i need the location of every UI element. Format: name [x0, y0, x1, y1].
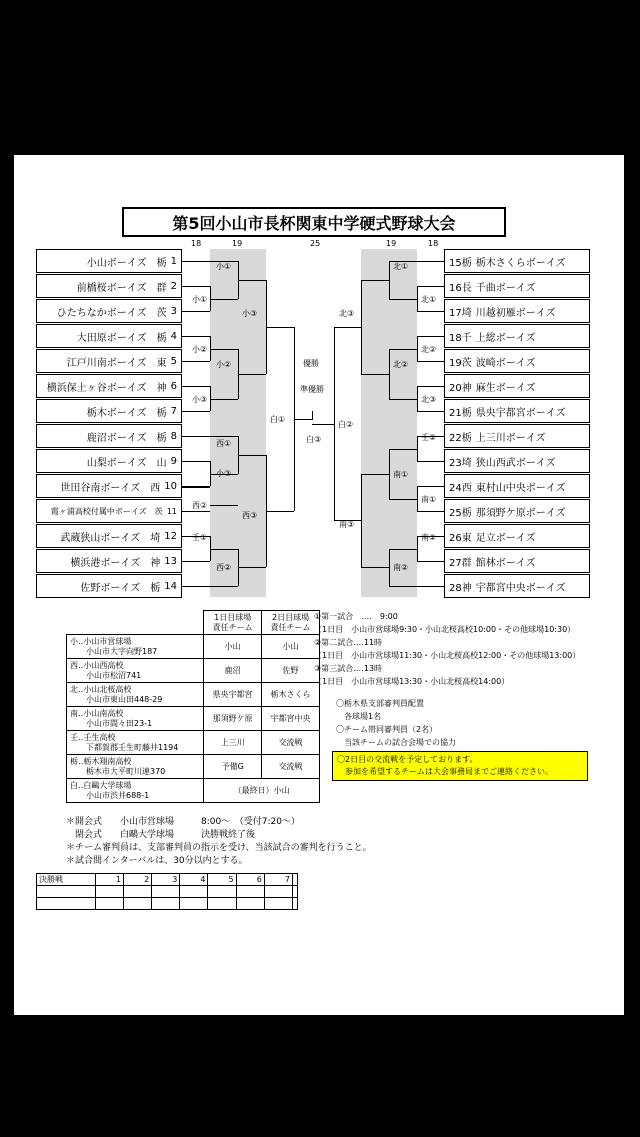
match-label: 北①: [421, 294, 437, 304]
score-cell: [124, 886, 152, 898]
team-number: 24西: [449, 482, 472, 494]
venue-address: 小山市渋井688-1: [86, 790, 150, 800]
responsible-team: 宇都宮中央: [262, 707, 320, 731]
team-entry: [36, 274, 182, 298]
score-cell: [95, 898, 123, 910]
match-label: 小②: [192, 344, 208, 354]
team-name: ひたちなかボーイズ 茨: [56, 307, 167, 319]
team-entry: [444, 549, 590, 573]
match-label: 南②: [421, 532, 437, 542]
bracket-line: [210, 505, 238, 506]
bracket-line: [361, 280, 389, 281]
team-name: 霞ヶ浦高校付属中ボーイズ 茨: [50, 506, 163, 516]
score-cell: [37, 886, 96, 898]
day2-shade-left: [210, 249, 266, 597]
responsible-team: 栃木さくら: [262, 683, 320, 707]
match-label: 小③: [216, 468, 232, 478]
match-label: 北③: [421, 394, 437, 404]
team-number: 27群: [449, 557, 472, 569]
team-number: 26東: [449, 532, 472, 544]
bracket-line: [417, 336, 444, 337]
responsible-team: 那須野ケ原: [204, 707, 262, 731]
bracket-line: [210, 349, 238, 350]
responsible-team: 鹿沼: [204, 659, 262, 683]
day2-shade-right: [361, 249, 417, 597]
bracket-line: [334, 327, 335, 521]
score-cell: [95, 886, 123, 898]
day-label: 18: [191, 239, 202, 248]
bracket-line: [312, 411, 313, 420]
day-label: 19: [232, 239, 243, 248]
general-notes: ＊開会式 小山市営球場 8:00～ （受付7:20～） 閉会式 白鷗大学球場 決勝戦終了後 ＊チーム審判員は、支部審判員の指示を受け、当該試合の審判を行うこと。 ＊試合間インターバルは、30分以内とする。: [66, 817, 372, 866]
match-label: 南①: [393, 469, 409, 479]
team-number: 6: [170, 380, 177, 392]
finals-label: 決勝戦: [37, 874, 96, 886]
bracket-line: [417, 436, 418, 461]
team-number: 22栃: [449, 432, 472, 444]
schedule-notes: ①第一試合 ‥‥ 9:00 （1日目 小山市営球場9:30・小山北桜高校10:00・その他球場10:30） ②第二試合‥‥11時 （1日目 小山市営球場11:30・小山北桜高校12:00・その他球場13:00） ③第三試合‥‥13時 （1日目 小山市営球場13:30・小山北桜高校14:00）: [314, 612, 581, 686]
bracket-line: [417, 386, 444, 387]
match-label: 優勝: [303, 358, 319, 368]
team-number: 10: [164, 480, 177, 492]
responsible-team: 小山: [262, 635, 320, 659]
venue-name: 栃‥栃木翔南高校: [70, 756, 132, 766]
bracket-line: [312, 424, 334, 425]
team-entry: [444, 574, 590, 598]
venue-address: 下都賀郡壬生町藤井1194: [86, 742, 179, 752]
score-cell: [264, 886, 292, 898]
inning-header: 7: [264, 874, 292, 886]
bracket-line: [389, 449, 417, 450]
team-entry: [36, 424, 182, 448]
day2-header: 2日目球場 責任チーム: [262, 611, 320, 635]
bracket-line: [266, 511, 294, 512]
team-number: 8: [170, 430, 177, 442]
referee-notes: 〇栃木県支部審判員配置 各球場1名 〇チーム帯同審判員（2名） 当該チームの試合会場での協力: [336, 699, 456, 747]
match-label: 小②: [216, 359, 232, 369]
team-number: 28神: [449, 582, 472, 594]
venue-address: 栃木市大平町川連370: [86, 766, 166, 776]
match-label: 西②: [192, 501, 208, 510]
responsible-team: 交流戦: [262, 731, 320, 755]
venue-row: [67, 779, 320, 803]
inning-header: 3: [152, 874, 180, 886]
team-entry: [444, 374, 590, 398]
team-number: 2: [170, 280, 177, 292]
match-label: 西②: [216, 563, 232, 573]
team-name: 横浜保土ヶ谷ボーイズ 神: [46, 382, 167, 394]
bracket-line: [182, 586, 238, 587]
team-number: 20神: [449, 382, 472, 394]
score-cell: [293, 898, 298, 910]
team-name: 川越初雁ボーイズ: [475, 307, 556, 319]
team-number: 3: [170, 305, 177, 317]
bracket-line: [417, 561, 444, 562]
team-entry: [36, 249, 182, 273]
score-cell: [293, 886, 298, 898]
bracket-line: [182, 386, 210, 387]
team-name: 那須野ケ原ボーイズ: [475, 507, 566, 519]
team-name: 山梨ボーイズ 山: [86, 457, 167, 469]
team-entry: [444, 524, 590, 548]
bracket-line: [210, 399, 238, 400]
bracket-line: [417, 536, 418, 561]
team-entry: [444, 299, 590, 323]
bracket-line: [389, 299, 417, 300]
bracket-line: [182, 286, 210, 287]
match-label: 南③: [339, 520, 355, 530]
team-entry: [36, 349, 182, 373]
venue-name: 北‥小山北桜高校: [70, 684, 132, 694]
match-label: 北②: [421, 344, 437, 354]
match-label: 北③: [339, 308, 355, 318]
day-label: 19: [386, 239, 397, 248]
bracket-line: [389, 549, 390, 587]
team-entry: [36, 499, 182, 523]
team-entry: [36, 399, 182, 423]
bracket-line: [417, 386, 418, 411]
match-label: 西①: [216, 438, 232, 448]
bracket-line: [389, 586, 444, 587]
bracket-line: [182, 511, 210, 512]
bracket-line: [182, 311, 210, 312]
inning-header: 1: [95, 874, 123, 886]
score-cell: [37, 898, 96, 910]
score-cell: [152, 886, 180, 898]
bracket-line: [417, 486, 444, 487]
bracket-line: [238, 455, 266, 456]
match-label: 小①: [192, 294, 208, 304]
bracket-line: [182, 461, 210, 462]
team-name: 館林ボーイズ: [475, 557, 536, 569]
team-number: 15栃: [449, 257, 472, 269]
bracket-line: [389, 261, 390, 299]
score-cell: [236, 886, 264, 898]
responsible-team: （最終日）小山: [204, 779, 320, 803]
match-label: 準優勝: [300, 384, 324, 394]
team-entry: [444, 249, 590, 273]
team-number: 23埼: [449, 457, 472, 469]
team-number: 21栃: [449, 407, 472, 419]
team-entry: [36, 324, 182, 348]
bracket-line: [417, 286, 444, 287]
score-cell: [208, 886, 236, 898]
team-number: 18千: [449, 332, 472, 344]
team-name: 宇都宮中央ボーイズ: [475, 582, 566, 594]
score-cell: [124, 898, 152, 910]
bracket-line: [238, 567, 266, 568]
score-cell: [152, 898, 180, 910]
team-name: 栃木ボーイズ 栃: [86, 407, 167, 419]
team-name: 上三川ボーイズ: [475, 432, 546, 444]
team-name: 東村山中央ボーイズ: [475, 482, 566, 494]
bracket-line: [417, 411, 444, 412]
responsible-team: 県央宇都宮: [204, 683, 262, 707]
bracket-line: [182, 561, 210, 562]
team-number: 9: [170, 455, 177, 467]
team-entry: [36, 549, 182, 573]
exchange-match-note: 〇2日目の交流戦を予定しております。 参加を希望するチームは大会事務局までご連絡ください。: [332, 751, 588, 781]
day-label: 25: [310, 239, 321, 248]
match-label: 北①: [393, 261, 409, 271]
team-name: 足立ボーイズ: [475, 532, 536, 544]
venue-row: [67, 659, 320, 683]
team-number: 14: [164, 580, 177, 592]
bracket-sheet: [14, 155, 624, 1015]
team-number: 7: [170, 405, 177, 417]
team-name: 武蔵狭山ボーイズ 埼: [60, 532, 161, 544]
bracket-line: [417, 336, 418, 361]
day-label: 18: [428, 239, 439, 248]
bracket-line: [389, 349, 390, 399]
bracket-line: [334, 327, 361, 328]
day1-header: 1日目球場 責任チーム: [204, 611, 262, 635]
bracket-line: [361, 280, 362, 374]
venue-row: [67, 683, 320, 707]
venue-row: [67, 635, 320, 659]
score-cell: [180, 886, 208, 898]
responsible-team: 佐野: [262, 659, 320, 683]
team-name: 栃木さくらボーイズ: [475, 257, 566, 269]
match-label: 南①: [421, 494, 437, 504]
team-entry: [36, 299, 182, 323]
match-label: 壬①: [192, 532, 208, 542]
responsible-team: 予備G: [204, 755, 262, 779]
bracket-line: [417, 461, 444, 462]
team-number: 12: [164, 530, 177, 542]
venue-row: [67, 731, 320, 755]
team-name: 佐野ボーイズ 栃: [80, 582, 161, 594]
bracket-line: [182, 411, 210, 412]
bracket-line: [389, 399, 417, 400]
team-name: 上総ボーイズ: [475, 332, 536, 344]
match-label: 南②: [393, 563, 409, 573]
bracket-line: [361, 374, 389, 375]
total-cell: [293, 874, 298, 886]
team-number: 5: [170, 355, 177, 367]
bracket-line: [266, 327, 294, 328]
team-name: 小山ボーイズ 栃: [86, 257, 167, 269]
bracket-line: [417, 361, 444, 362]
match-label: 小③: [192, 394, 208, 404]
team-name: 横浜港ボーイズ 神: [70, 557, 161, 569]
match-label: 小③: [242, 308, 258, 318]
team-name: 江戸川南ボーイズ 東: [66, 357, 167, 369]
team-number: 1: [170, 255, 177, 267]
venue-name: 壬‥壬生高校: [70, 732, 116, 742]
team-name: 波崎ボーイズ: [475, 357, 536, 369]
team-name: 世田谷南ボーイズ 西: [60, 482, 161, 494]
team-entry: [444, 324, 590, 348]
bracket-line: [417, 486, 418, 511]
team-name: 千曲ボーイズ: [475, 282, 536, 294]
team-entry: [36, 374, 182, 398]
team-entry: [36, 524, 182, 548]
venue-address: 小山市東山田448-29: [86, 694, 163, 704]
team-entry: [444, 399, 590, 423]
bracket-line: [389, 499, 417, 500]
venue-row: [67, 755, 320, 779]
score-cell: [264, 898, 292, 910]
venue-row: [67, 707, 320, 731]
bracket-line: [238, 374, 266, 375]
responsible-team: 小山: [204, 635, 262, 659]
bracket-line: [417, 286, 418, 311]
score-cell: [208, 898, 236, 910]
bracket-line: [389, 449, 390, 499]
team-name: 麻生ボーイズ: [475, 382, 536, 394]
tournament-title: 第5回小山市長杯関東中学硬式野球大会: [122, 207, 506, 237]
bracket-line: [210, 549, 238, 550]
venue-address: 小山市間々田23-1: [86, 718, 153, 728]
bracket-line: [182, 336, 210, 337]
team-number: 11: [166, 506, 177, 516]
team-entry: [36, 574, 182, 598]
team-entry: [444, 274, 590, 298]
final-score-table: [36, 873, 298, 910]
team-name: 鹿沼ボーイズ 栃: [86, 432, 167, 444]
team-number: 17埼: [449, 307, 472, 319]
bracket-line: [389, 549, 417, 550]
venue-address: 小山市松沼741: [86, 670, 142, 680]
match-label: 白②: [338, 419, 354, 429]
team-entry: [444, 449, 590, 473]
inning-header: 2: [124, 874, 152, 886]
match-label: 壬②: [421, 432, 437, 442]
match-label: 白①: [270, 414, 286, 424]
team-entry: [36, 449, 182, 473]
responsible-team: 交流戦: [262, 755, 320, 779]
team-name: 大田原ボーイズ 栃: [76, 332, 167, 344]
inning-header: 4: [180, 874, 208, 886]
inning-header: 5: [208, 874, 236, 886]
venue-name: 白‥白鷗大学球場: [70, 780, 132, 790]
bracket-line: [417, 511, 444, 512]
team-number: 4: [170, 330, 177, 342]
responsible-team: 上三川: [204, 731, 262, 755]
bracket-line: [361, 474, 362, 568]
team-number: 25栃: [449, 507, 472, 519]
match-label: 小①: [216, 261, 232, 271]
venue-address: 小山市大字向野187: [86, 646, 158, 656]
venue-name: 西‥小山西高校: [70, 660, 124, 670]
match-label: 西③: [242, 511, 258, 520]
inning-header: 6: [236, 874, 264, 886]
bracket-line: [182, 361, 210, 362]
team-entry: [444, 499, 590, 523]
team-entry: [444, 474, 590, 498]
bracket-line: [238, 280, 266, 281]
bracket-line: [182, 487, 210, 488]
bracket-line: [361, 567, 389, 568]
venue-responsibility-table: [66, 610, 320, 803]
team-entry: [444, 349, 590, 373]
score-cell: [180, 898, 208, 910]
venue-name: 南‥小山南高校: [70, 708, 124, 718]
team-name: 県央宇都宮ボーイズ: [475, 407, 566, 419]
bracket-line: [210, 299, 238, 300]
match-label: 白③: [306, 434, 322, 444]
bracket-line: [389, 349, 417, 350]
team-entry: [36, 474, 182, 498]
bracket-line: [361, 474, 389, 475]
team-number: 19茨: [449, 357, 472, 369]
venue-name: 小‥小山市営球場: [70, 636, 132, 646]
team-name: 前橋桜ボーイズ 群: [76, 282, 167, 294]
bracket-line: [294, 419, 312, 420]
match-label: 北②: [393, 359, 409, 369]
team-number: 16長: [449, 282, 472, 294]
team-entry: [444, 424, 590, 448]
bracket-line: [417, 311, 444, 312]
team-name: 狭山西武ボーイズ: [475, 457, 556, 469]
score-cell: [236, 898, 264, 910]
team-number: 13: [164, 555, 177, 567]
